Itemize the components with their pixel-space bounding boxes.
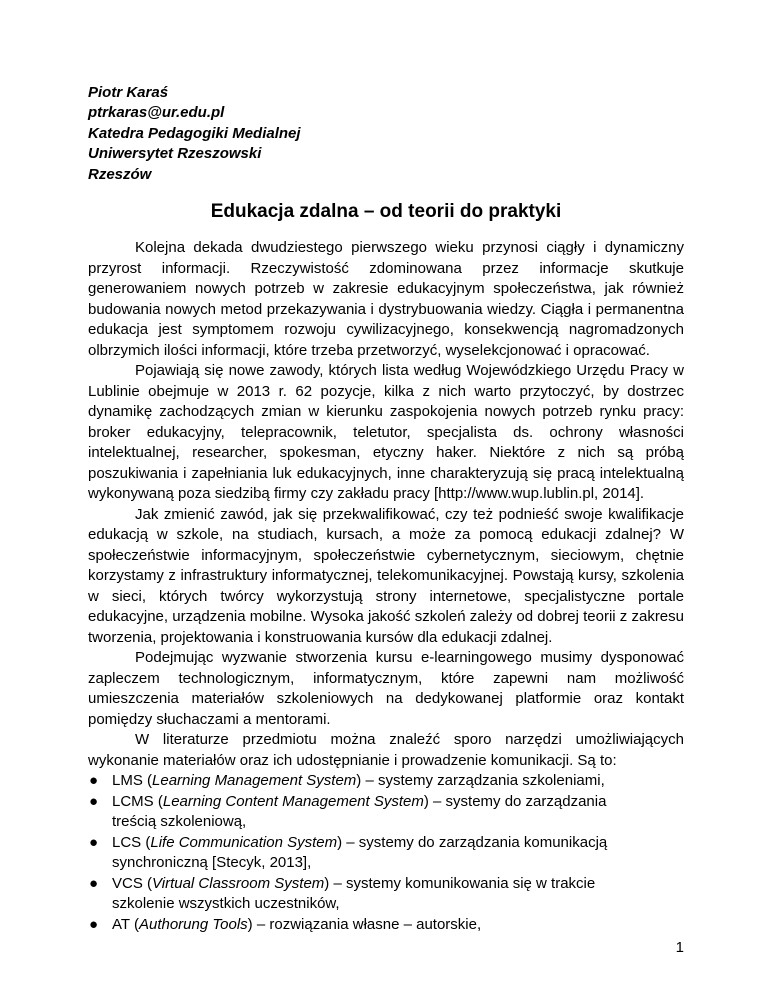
bullet-icon: ● — [89, 833, 99, 851]
tools-list — [88, 771, 684, 935]
list-item: ● LCMS (Learning Content Management System) – systemy do zarządzania treścią szkoleniową, — [89, 792, 607, 830]
bullet-icon: ● — [89, 915, 99, 933]
list-item-name: Virtual Classroom System — [152, 874, 325, 892]
author-university: Uniwersytet Rzeszowski — [88, 145, 262, 163]
list-item-desc: rozwiązania własne – autorskie, — [269, 915, 482, 933]
author-name: Piotr Karaś — [88, 84, 169, 101]
author-email: ptrkaras@ur.edu.pl — [88, 104, 225, 122]
list-item-name: Authorung Tools — [138, 915, 248, 933]
list-item-abbr: LCMS — [112, 792, 154, 810]
list-item-desc: systemy do zarządzania komunikacją synchroniczną [Stecyk, 2013], — [112, 833, 608, 871]
paragraph: Kolejna dekada dwudziestego pierwszego wieku przynosi ciągły i dynamiczny przyrost informacji. Rzeczywistość zdominowana przez informacje skutkuje generowaniem nowych potrzeb w zakresie edukacyjnym społeczeństwa, jak również budowania nowych metod przekazywania i dystrybuowania wiedzy. Ciągła i permanentna edukacja jest symptomem rozwoju cywilizacyjnego, konsekwencją nagromadzonych olbrzymich ilości informacji, które trzeba przetworzyć, wyselekcjonować i opracować. — [88, 239, 684, 359]
document-page — [88, 0, 684, 994]
paragraph: Podejmując wyzwanie stworzenia kursu e-learningowego musimy dysponować zapleczem technologicznym, informatycznym, które zapewni nam możliwość umieszczenia materiałów szkoleniowych na dedykowanej platformie oraz kontakt pomiędzy słuchaczami a mentorami. — [88, 649, 684, 728]
list-item-desc: systemy zarządzania szkoleniami, — [377, 772, 605, 789]
list-item-abbr: LCS — [112, 833, 142, 851]
list-item-abbr: AT — [112, 915, 130, 933]
paragraph: W literaturze przedmiotu można znaleźć sporo narzędzi umożliwiających wykonanie materiałów oraz ich udostępnianie i prowadzenie komunikacji. Są to: — [88, 731, 684, 769]
author-city: Rzeszów — [88, 165, 152, 183]
list-item-abbr: LMS — [112, 772, 143, 789]
list-item-desc: systemy do zarządzania treścią szkoleniową, — [112, 792, 607, 830]
list-item: ● VCS (Virtual Classroom System) – systemy komunikowania się w trakcie szkolenie wszystkich uczestników, — [89, 874, 596, 912]
author-block — [88, 83, 301, 185]
list-item: ● LMS (Learning Management System) – systemy zarządzania szkoleniami, — [88, 771, 684, 792]
document-title: Edukacja zdalna – od teorii do praktyki — [210, 201, 562, 222]
list-item-name: Life Communication System — [150, 833, 338, 851]
list-item-name: Learning Management System — [152, 772, 357, 789]
paragraph: Jak zmienić zawód, jak się przekwalifikować, czy też podnieść swoje kwalifikacje edukacją w szkole, na studiach, kursach, a może za pomocą edukacji zdalnej? W społeczeństwie informacyjnym, społeczeństwie cybernetycznym, sieciowym, chętnie korzystamy z infrastruktury informatycznej, telekomunikacyjnej. Powstają kursy, szkolenia w sieci, których twórcy wykorzystują strony internetowe, specjalistyczne portale edukacyjne, urządzenia mobilne. Wysoka jakość szkoleń zależy od dobrej teorii z zakresu tworzenia, projektowania i konstruowania kursów dla edukacji zdalnej. — [88, 505, 684, 646]
list-item: ● LCS (Life Communication System) – systemy do zarządzania komunikacją synchroniczną [Stecyk, 2013], — [89, 833, 608, 871]
list-item: ● AT (Authorung Tools) – rozwiązania własne – autorskie, — [88, 915, 684, 936]
list-item-desc: systemy komunikowania się w trakcie szkolenie wszystkich uczestników, — [112, 874, 596, 912]
body-text — [88, 238, 684, 935]
bullet-icon: ● — [89, 772, 99, 789]
author-department: Katedra Pedagogiki Medialnej — [88, 124, 301, 142]
bullet-icon: ● — [89, 792, 99, 810]
list-item-name: Learning Content Management System — [162, 792, 424, 810]
page-number: 1 — [675, 939, 684, 956]
list-item-abbr: VCS — [112, 874, 143, 892]
paragraph: Pojawiają się nowe zawody, których lista według Wojewódzkiego Urzędu Pracy w Lublinie obejmuje w 2013 r. 62 pozycje, kilka z nich warto przytoczyć, by dostrzec dynamikę zachodzących zmian w kierunku zaspokojenia nowych potrzeb rynku pracy: broker edukacyjny, telepracownik, teletutor, specjalista ds. ochrony własności intelektualnej, researcher, spokesman, etyczny haker. Niektóre z nich są próbą poszukiwania i zapełniania luk edukacyjnych, inne charakteryzują się pracą intelektualną wykonywaną poza siedzibą firmy czy zakładu pracy [http://www.wup.lublin.pl, 2014]. — [88, 362, 684, 502]
bullet-icon: ● — [89, 874, 99, 892]
